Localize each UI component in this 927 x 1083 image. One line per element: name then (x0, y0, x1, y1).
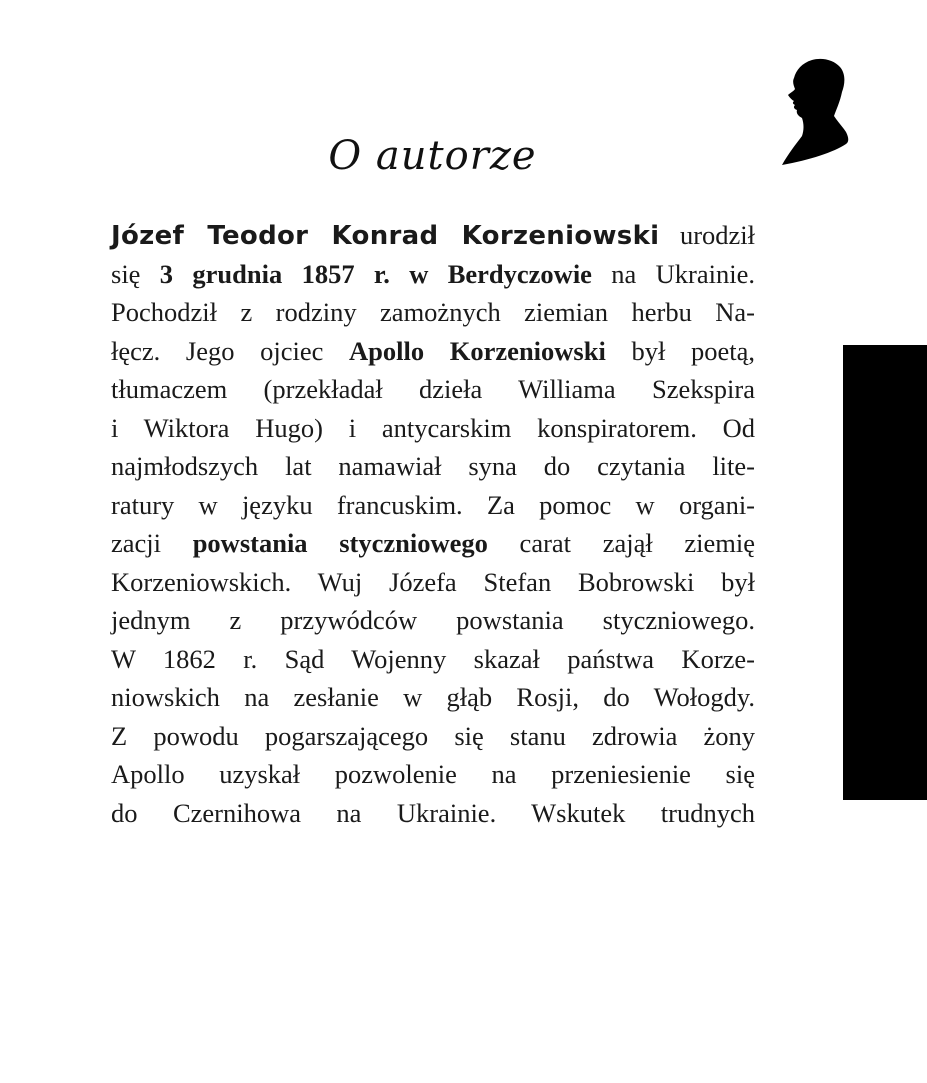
author-biography (111, 216, 755, 832)
author-full-name: Józef Teodor Konrad Korzeniowski (111, 221, 660, 251)
text-line: i Wiktora Hugo) i antycarskim konspiratorem. Od (111, 412, 755, 443)
text-span: łęcz. Jego ojciec (111, 335, 350, 366)
text-line: najmłodszych lat namawiał syna do czytania lite- (111, 451, 755, 481)
text-line (111, 332, 755, 371)
text-line: W 1862 r. Sąd Wojenny skazał państwa Korze- (111, 643, 755, 674)
text-line (111, 524, 755, 563)
birth-date-place: 3 grudnia 1857 r. w Berdyczowie (159, 258, 592, 289)
section-tab (843, 345, 927, 1083)
text-line: Z powodu pogarszającego się stanu zdrowia żony (111, 720, 755, 751)
section-tab-label: AUTOR (864, 939, 906, 1083)
text-line: Korzeniowskich. Wuj Józefa Stefan Bobrowski był (111, 566, 755, 597)
text-line: Pochodził z rodziny zamożnych ziemian herbu Na- (111, 297, 755, 327)
text-line: jednym z przywódców powstania styczniowego. (111, 605, 755, 635)
text-span: carat zajął ziemię (487, 528, 756, 558)
text-span: zacji (111, 528, 193, 558)
text-line: Apollo uzyskał pozwolenie na przeniesienie się (111, 759, 755, 789)
page-title: O autorze (328, 133, 537, 179)
father-name: Apollo Korzeniowski (349, 335, 606, 366)
text-span: był poetą, (605, 335, 756, 366)
text-span: urodził (659, 220, 756, 250)
text-line: ratury w języku francuskim. Za pomoc w organi- (111, 489, 755, 520)
text-line (111, 216, 755, 255)
uprising-name: powstania styczniowego (192, 528, 488, 558)
text-span: się (111, 258, 160, 289)
text-span: na Ukrainie. (591, 258, 756, 289)
text-line (111, 255, 755, 294)
author-silhouette-icon (782, 58, 850, 166)
text-line: do Czernihowa na Ukrainie. Wskutek trudnych (111, 797, 755, 828)
text-line: niowskich na zesłanie w głąb Rosji, do Wołogdy. (111, 682, 755, 712)
text-line: tłumaczem (przekładał dzieła Williama Szekspira (111, 374, 755, 404)
